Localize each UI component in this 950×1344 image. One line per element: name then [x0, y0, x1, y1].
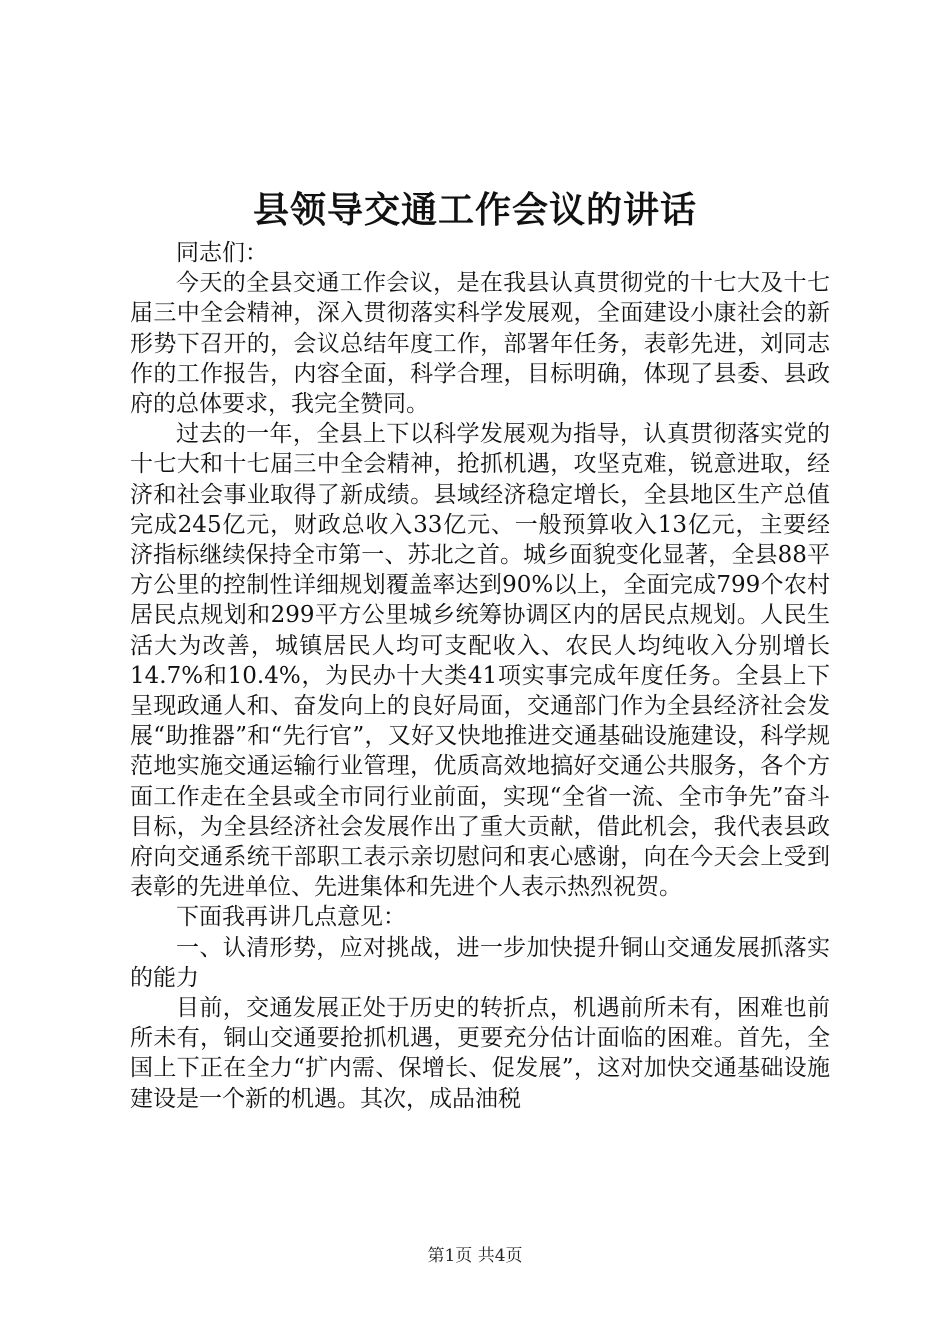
section-heading: 一、认清形势，应对挑战，进一步加快提升铜山交通发展抓落实的能力	[130, 934, 830, 991]
body-paragraph: 今天的全县交通工作会议，是在我县认真贯彻党的十七大及十七届三中全会精神，深入贯彻落实科学发展观，全面建设小康社会的新形势下召开的，会议总结年度工作，部署年任务，表彰先进，刘同志作的工作报告，内容全面，科学合理，目标明确，体现了县委、县政府的总体要求，我完全赞同。	[130, 270, 830, 418]
page-number-footer: 第1页 共4页	[427, 1246, 523, 1266]
document-title: 县领导交通工作会议的讲话	[252, 189, 697, 231]
body-paragraph: 目前，交通发展正处于历史的转折点，机遇前所未有，困难也前所未有，铜山交通要抢抓机遇，更要充分估计面临的困难。首先，全国上下正在全力“扩内需、保增长、促发展”，这对加快交通基础设施建设是一个新的机遇。其次，成品油税	[130, 995, 830, 1112]
body-paragraph: 下面我再讲几点意见：	[176, 904, 406, 931]
salutation-paragraph: 同志们：	[176, 240, 268, 266]
document-body	[130, 238, 830, 1114]
body-paragraph: 过去的一年，全县上下以科学发展观为指导，认真贯彻落实党的十七大和十七届三中全会精神，抢抓机遇，攻坚克难，锐意进取，经济和社会事业取得了新成绩。县域经济稳定增长，全县地区生产总值完成245亿元，财政总收入33亿元、一般预算收入13亿元，主要经济指标继续保持全市第一、苏北之首。城乡面貌变化显著，全县88平方公里的控制性详细规划覆盖率达到90%以上，全面完成799个农村居民点规划和299平方公里城乡统筹协调区内的居民点规划。人民生活大为改善，城镇居民人均可支配收入、农民人均纯收入分别增长14.7%和10.4%，为民办十大类41项实事完成年度任务。全县上下呈现政通人和、奋发向上的良好局面，交通部门作为全县经济社会发展“助推器”和“先行官”，又好又快地推进交通基础设施建设，科学规范地实施交通运输行业管理，优质高效地搞好交通公共服务，各个方面工作走在全县或全市同行业前面，实现“全省一流、全市争先”奋斗目标，为全县经济社会发展作出了重大贡献，借此机会，我代表县政府向交通系统干部职工表示亲切慰问和衷心感谢，向在今天会上受到表彰的先进单位、先进集体和先进个人表示热烈祝贺。	[130, 421, 830, 901]
